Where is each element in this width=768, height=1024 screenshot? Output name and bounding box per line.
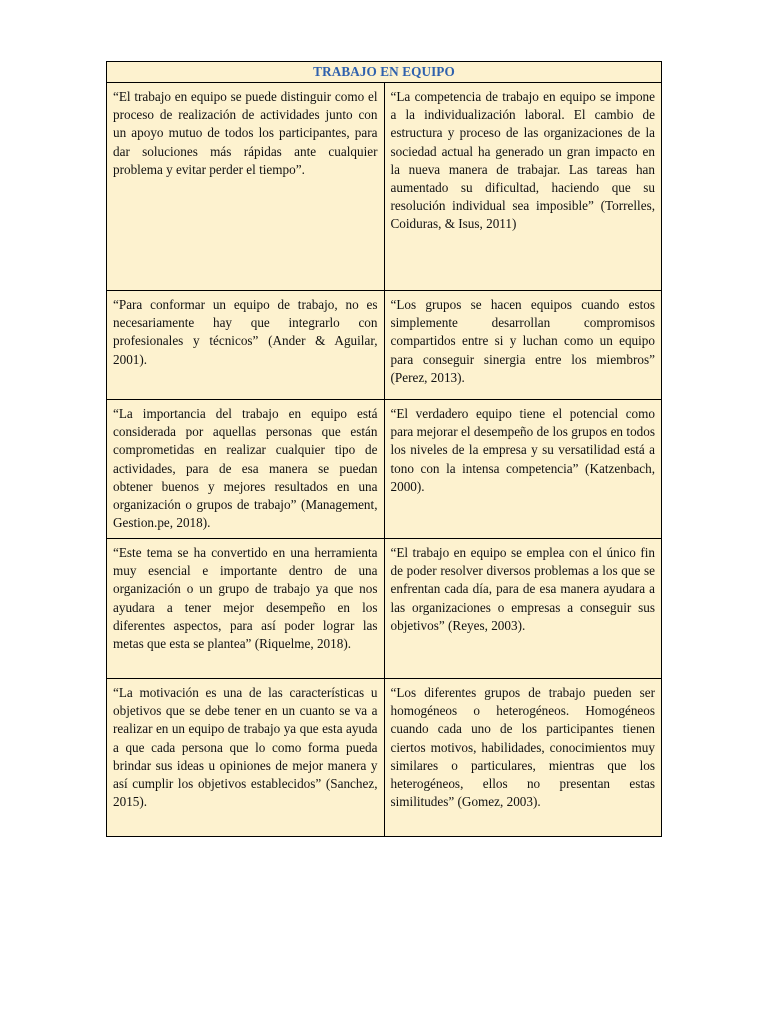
quote-text: “Para conformar un equipo de trabajo, no es necesariamente hay que integrarlo con profesionales y técnicos” (Ander & Aguilar, 2001). [113,297,378,367]
table-row [107,679,662,837]
table-cell-left [107,83,385,291]
quote-text: “El verdadero equipo tiene el potencial como para mejorar el desempeño de los grupos en todos los niveles de la empresa y su versatilidad está a tono con la intensa competencia” (Katzenbach, 2000). [390,406,655,494]
quote-text: “La competencia de trabajo en equipo se impone a la individualización laboral. El cambio de estructura y proceso de las organizaciones de la sociedad actual ha generado un gran impacto en la nueva manera de trabajar. Las tareas han aumentado su dificultad, haciendo que su resolución individual sea imposible” (Torrelles, Coiduras, & Isus, 2011) [390,89,655,232]
table-cell-right [384,83,662,291]
quote-text: “Los grupos se hacen equipos cuando estos simplemente desarrollan compromisos compartidos entre si y luchan como un equipo para conseguir sinergia entre los miembros” (Perez, 2013). [390,297,655,385]
table-row [107,83,662,291]
table-row [107,291,662,400]
table-header-row [107,62,662,83]
quote-text: “Los diferentes grupos de trabajo pueden ser homogéneos o heterogéneos. Homogéneos cuando cada uno de los participantes tienen ciertos motivos, habilidades, conocimientos muy similares o particulares, mientras que los heterogéneos, ellos no presentan estas similitudes” (Gomez, 2003). [390,685,655,810]
table-cell-right [384,679,662,837]
table-row [107,400,662,539]
table-cell-left [107,291,385,400]
table-cell-left [107,400,385,539]
quote-text: “El trabajo en equipo se emplea con el único fin de poder resolver diversos problemas a los que se enfrentan cada día, para de esa manera ayudara a las organizaciones o empresas a conseguir sus objetivos” (Reyes, 2003). [390,545,655,633]
quotes-table [106,61,662,837]
table-cell-right [384,291,662,400]
table-row [107,539,662,679]
quote-text: “El trabajo en equipo se puede distinguir como el proceso de realización de actividades junto con un apoyo mutuo de todos los participantes, para dar soluciones más rápidas ante cualquier problema y evitar perder el tiempo”. [113,89,378,177]
quote-text: “Este tema se ha convertido en una herramienta muy esencial e importante dentro de una organización o un grupo de trabajo ya que nos ayudara a tener mejor desempeño en los diferentes aspectos, para así poder lograr las metas que esta se plantea” (Riquelme, 2018). [113,545,378,652]
quote-text: “La motivación es una de las características u objetivos que se debe tener en un cuanto se va a realizar en un equipo de trabajo ya que esta ayuda a que cada persona que lo como forma pueda brindar sus ideas u opiniones de mejor manera y así cumplir los objetivos establecidos” (Sanchez, 2015). [113,685,378,810]
table-cell-right [384,539,662,679]
table-cell-left [107,679,385,837]
table-title: TRABAJO EN EQUIPO [107,62,662,83]
table-cell-right [384,400,662,539]
table-cell-left [107,539,385,679]
quote-text: “La importancia del trabajo en equipo está considerada por aquellas personas que están comprometidas en realizar cualquier tipo de actividades, para de esa manera se puedan obtener buenos y mejores resultados en una organización o grupos de trabajo” (Management, Gestion.pe, 2018). [113,406,378,531]
